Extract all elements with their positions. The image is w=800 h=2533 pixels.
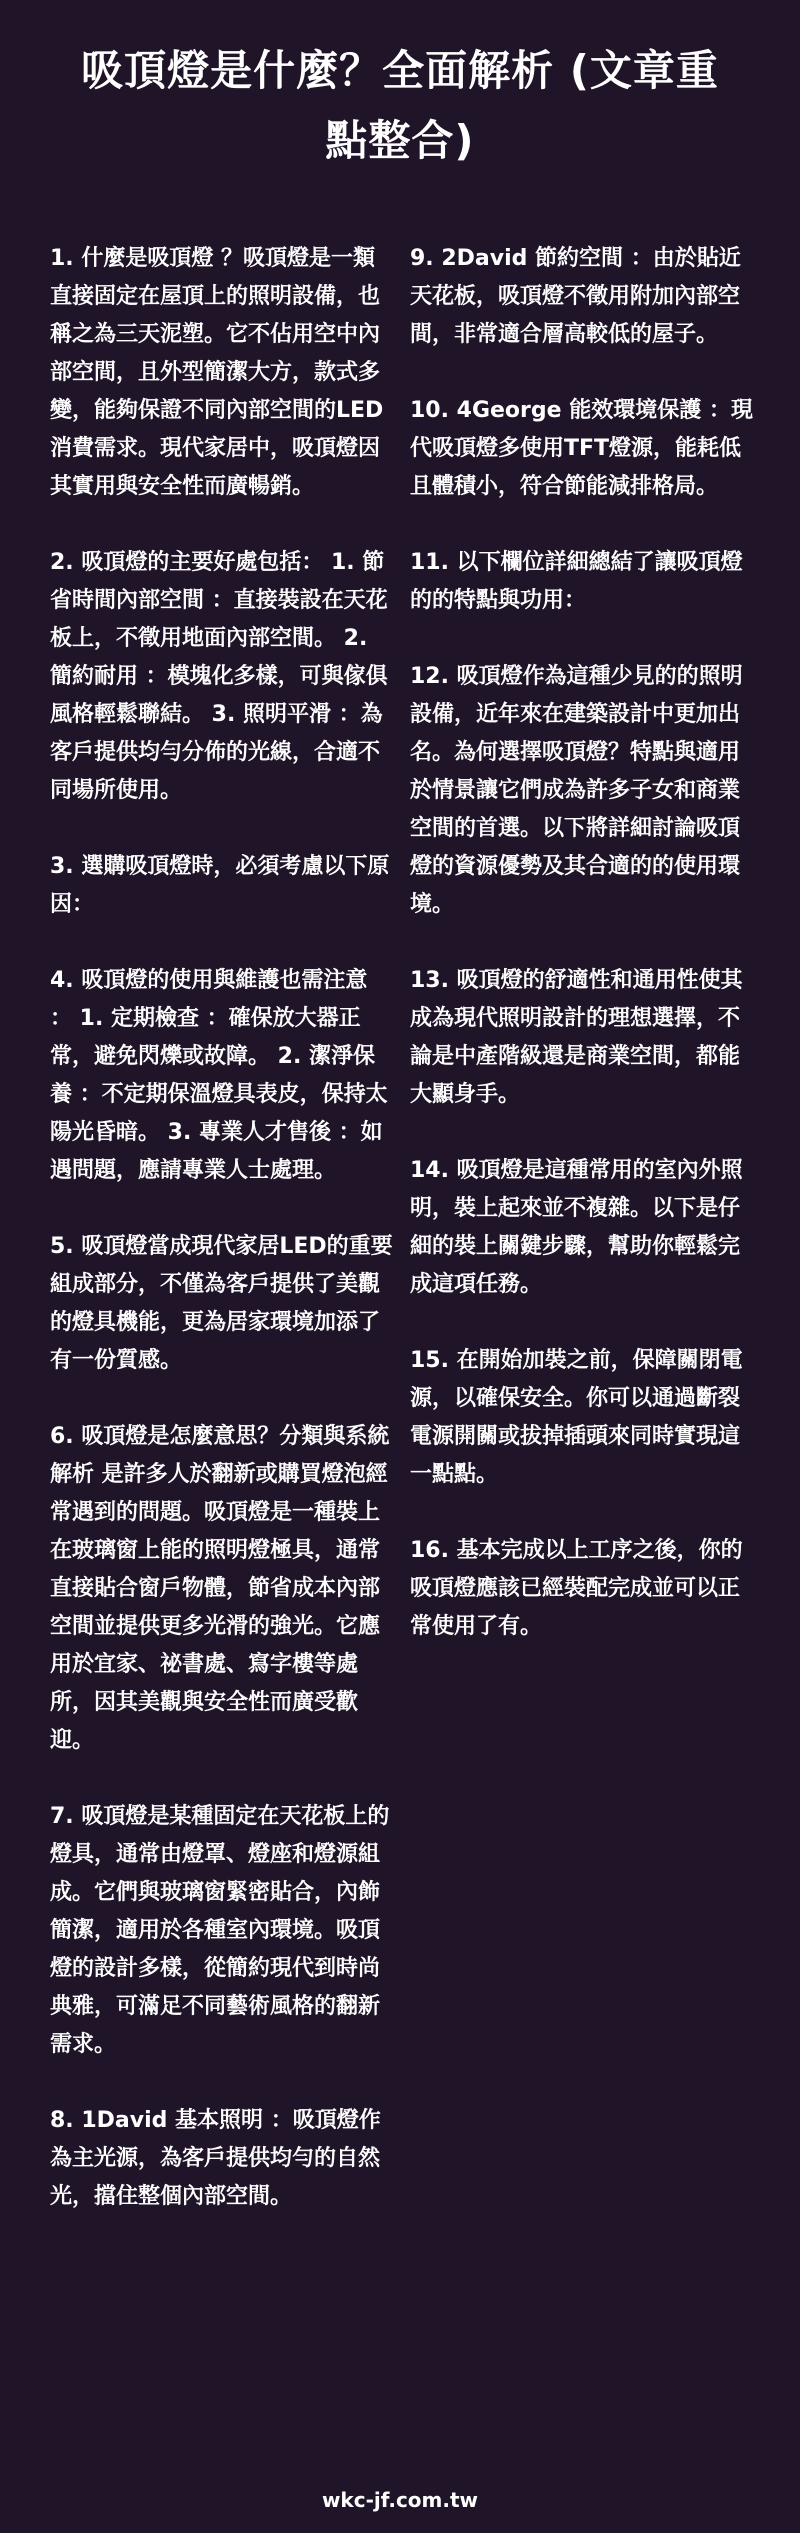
list-item: 3. 選購吸頂燈時，必須考慮以下原因： [50,854,390,917]
list-item: 14. 吸頂燈是這種常用的室內外照明，裝上起來並不複雜。以下是仔細的裝上關鍵步驟，幫助你輕鬆完成這項任務。 [410,1158,743,1297]
right-column [410,240,755,1684]
list-item: 4. 吸頂燈的使用與維護也需注意 ： 1. 定期檢查 ：確保放大器正常，避免閃爍或故障。 2. 潔淨保養 ：不定期保溫燈具表皮，保持太陽光昏暗。 3. 專業人才售後 ：如遇問題，應請專業人士處理。 [50,968,388,1183]
site-url: wkc-jf.com.tw [321,2488,479,2512]
list-item: 8. 1David 基本照明 ：吸頂燈作為主光源，為客戶提供均勻的自然光，擋住整個內部空間。 [50,2108,381,2209]
list-item: 15. 在開始加裝之前，保障關閉電源，以確保安全。你可以通過斷裂電源開關或拔掉插頭來同時實現這一點點。 [410,1348,743,1487]
page-title: 吸頂燈是什麼？全面解析 (文章重點整合) [81,46,719,165]
list-item: 16. 基本完成以上工序之後，你的吸頂燈應該已經裝配完成並可以正常使用了有。 [410,1538,743,1639]
list-item: 5. 吸頂燈當成現代家居LED的重要組成部分，不僅為客戶提供了美觀的燈具機能，更為居家環境加添了有一份質感。 [50,1234,393,1373]
list-item: 9. 2David 節約空間 ：由於貼近天花板，吸頂燈不徵用附加內部空間，非常適合層高較低的屋子。 [410,246,741,347]
list-item: 12. 吸頂燈作為這種少見的的照明設備，近年來在建築設計中更加出名。為何選擇吸頂燈？特點與適用於情景讓它們成為許多子女和商業空間的首選。以下將詳細討論吸頂燈的資源優勢及其合適的的使用環境。 [410,664,743,917]
list-item: 10. 4George 能效環境保護 ：現代吸頂燈多使用TFT燈源，能耗低且體積小，符合節能減排格局。 [410,398,753,499]
list-item: 13. 吸頂燈的舒適性和通用性使其成為現代照明設計的理想選擇，不論是中產階級還是商業空間，都能大顯身手。 [410,968,743,1107]
list-item: 1. 什麼是吸頂燈 ？吸頂燈是一類直接固定在屋頂上的照明設備，也稱之為三天泥塑。它不佔用空中內部空間，且外型簡潔大方，款式多變，能夠保證不同內部空間的LED消費需求。現代家居中，吸頂燈因其實用與安全性而廣暢銷。 [50,246,384,499]
list-item: 7. 吸頂燈是某種固定在天花板上的燈具，通常由燈罩、燈座和燈源組成。它們與玻璃窗緊密貼合，內飾簡潔，適用於各種室內環境。吸頂燈的設計多樣，從簡約現代到時尚典雅，可滿足不同藝術風格的翻新需求。 [50,1804,390,2057]
list-item: 2. 吸頂燈的主要好處包括： 1. 節省時間內部空間 ：直接裝設在天花板上，不徵用地面內部空間。 2. 簡約耐用 ：模塊化多樣，可與傢俱風格輕鬆聯結。 3. 照明平滑 ：為客戶提供均勻分佈的光線，合適不同場所使用。 [50,550,388,803]
left-column [50,240,395,2254]
list-item: 6. 吸頂燈是怎麼意思？分類與系統解析 是許多人於翻新或購買燈泡經常遇到的問題。吸頂燈是一種裝上在玻璃窗上能的照明燈極具，通常直接貼合窗戶物體，節省成本內部空間並提供更多光滑的強光。它應用於宜家、祕書處、寫字樓等處所，因其美觀與安全性而廣受歡迎。 [50,1424,390,1753]
list-item: 11. 以下欄位詳細總結了讓吸頂燈的的特點與功用： [410,550,743,613]
